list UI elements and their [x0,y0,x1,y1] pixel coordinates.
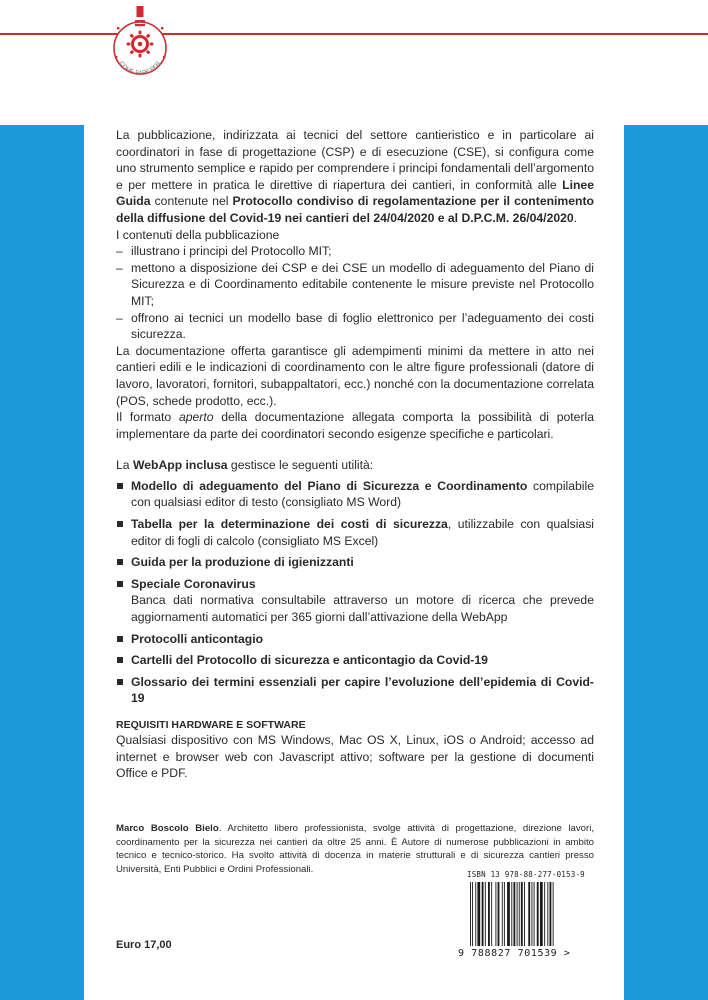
logo-text: COME FARE PER [117,60,163,77]
list-item: Speciale Coronavirus Banca dati normativa consultabile attraverso un motore di ricerca che prevede aggiornamenti automatici per 365 giorni dall’attivazione della WebApp [116,576,594,626]
list-item: Glossario dei termini essenziali per capire l’evoluzione dell’epidemia di Covid-19 [116,674,594,707]
author-bio: Marco Boscolo Bielo. Architetto libero professionista, svolge attività di progettazione, direzione lavori, coordinamento per la sicurezza nei cantieri da oltre 25 anni. È Autore di numerose pubblicazioni in ambito tecnico e tecnico-storico. Ha svolto attività di docenza in materie strutturali e di sicurezza cantieri presso Università, Enti Pubblici e Ordini Professionali. [116,822,594,876]
price: Euro 17,00 [116,939,172,951]
documentation-paragraph: La documentazione offerta garantisce gli adempimenti minimi da mettere in atto nei cantieri edili e le indicazioni di coordinamento con le altre figure professionali (datore di lavoro, lavoratori, fornitori, subappaltatori, ecc.) nonché con la documentazione correlata (POS, schede prodotto, ecc.). [116,343,594,408]
right-blue-band [624,125,708,1000]
format-paragraph: Il formato aperto della documentazione allegata comporta la possibilità di poterla implementare da parte dei coordinatori secondo esigenze specifiche e particolari. [116,410,594,441]
webapp-lead: La WebApp inclusa gestisce le seguenti utilità: [116,458,374,473]
isbn-label: ISBN 13 978-88-277-0153-9 [467,870,585,879]
barcode-digits: 9 788827 701539 > [458,948,571,959]
list-item: – illustrano i principi del Protocollo MIT; [116,243,594,260]
requirements-text: Qualsiasi dispositivo con MS Windows, Mac OS X, Linux, iOS o Android; accesso ad internet e browser web con Javascript attivo; software per la gestione di documenti Office e PDF. [116,733,594,781]
left-blue-band [0,125,84,1000]
publisher-logo [104,0,176,92]
list-item: Guida per la produzione di igienizzanti [116,554,594,571]
webapp-features-list [116,478,594,707]
list-item: Protocolli anticontagio [116,631,594,648]
contents-lead: I contenuti della pubblicazione [116,227,280,242]
requirements-title: REQUISITI HARDWARE E SOFTWARE [116,719,306,731]
list-item: – offrono ai tecnici un modello base di foglio elettronico per l’adeguamento dei costi sicurezza. [116,310,594,343]
back-cover-text [116,127,594,877]
lightbulb-icon [104,0,176,92]
list-item: Cartelli del Protocollo di sicurezza e anticontagio da Covid-19 [116,652,594,669]
barcode-icon [470,882,586,946]
list-item: – mettono a disposizione dei CSP e dei CSE un modello di adeguamento del Piano di Sicurezza e di Coordinamento editabile contenente le misure previste nel Protocollo MIT; [116,260,594,310]
contents-list [116,243,594,343]
intro-paragraph: La pubblicazione, indirizzata ai tecnici del settore cantieristico e in particolare ai coordinatori in fase di progettazione (CSP) e di esecuzione (CSE), si configura come uno strumento semplice e rapido per comprendere i principi fondamentali dell’argomento e per mettere in pratica le direttive di riapertura dei cantieri, in conformità alle Linee Guida contenute nel Protocollo condiviso di regolamentazione per il contenimento della diffusione del Covid-19 nei cantieri del 24/04/2020 e al D.P.C.M. 26/04/2020. [116,128,594,225]
list-item: Tabella per la determinazione dei costi di sicurezza, utilizzabile con qualsiasi editor di fogli di calcolo (consigliato MS Excel) [116,516,594,549]
list-item: Modello di adeguamento del Piano di Sicurezza e Coordinamento compilabile con qualsiasi editor di testo (consigliato MS Word) [116,478,594,511]
